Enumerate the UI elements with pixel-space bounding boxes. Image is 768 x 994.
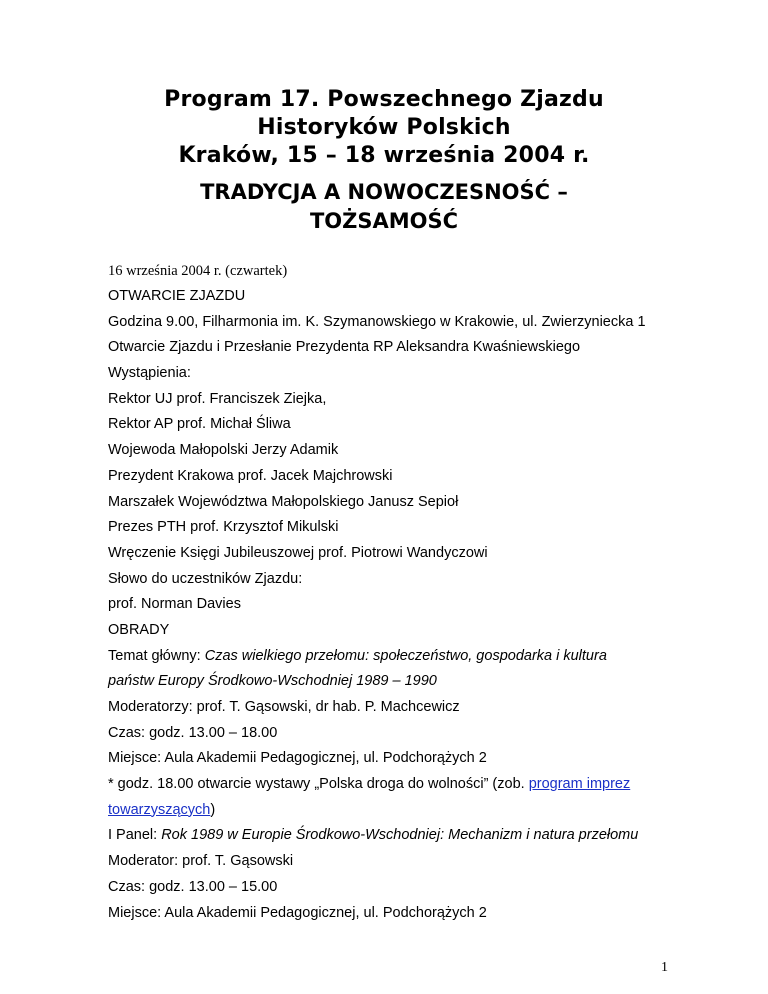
speaker-line: Słowo do uczestników Zjazdu:: [108, 570, 303, 587]
page-number: 1: [661, 960, 668, 975]
speaker-line: Rektor UJ prof. Franciszek Ziejka,: [108, 390, 327, 407]
exhibit-close: ): [210, 801, 216, 818]
place-line: Miejsce: Aula Akademii Pedagogicznej, ul. Podchorążych 2: [108, 904, 487, 921]
speaker-line: prof. Norman Davies: [108, 596, 241, 613]
session-date: 16 września 2004 r. (czwartek): [108, 263, 288, 279]
opening-hour-place: Godzina 9.00, Filharmonia im. K. Szymanowskiego w Krakowie, ul. Zwierzyniecka 1: [108, 313, 646, 330]
moderator-line: Moderator: prof. T. Gąsowski: [108, 853, 294, 870]
speaker-line: Wojewoda Małopolski Jerzy Adamik: [108, 442, 339, 459]
events-program-link[interactable]: program imprez: [528, 776, 631, 793]
panel-label: I Panel:: [108, 827, 162, 844]
exhibit-line-2: [108, 798, 668, 824]
section-heading-opening: OTWARCIE ZJAZDU: [108, 288, 246, 304]
subtitle-line-2: TOŻSAMOŚĆ: [309, 209, 459, 233]
main-theme-line-2: państw Europy Środkowo-Wschodniej 1989 – 1990: [108, 673, 437, 690]
speaker-line: Wręczenie Księgi Jubileuszowej prof. Piotrowi Wandyczowi: [108, 544, 488, 561]
section-heading-sessions: OBRADY: [108, 621, 170, 638]
opening-message: Otwarcie Zjazdu i Przesłanie Prezydenta RP Aleksandra Kwaśniewskiego: [108, 339, 581, 356]
speaker-line: Marszałek Województwa Małopolskiego Janusz Sepioł: [108, 493, 459, 510]
subtitle-line-1: TRADYCJA A NOWOCZESNOŚĆ –: [200, 180, 568, 204]
speaker-line: Prezydent Krakowa prof. Jacek Majchrowski: [108, 467, 393, 484]
moderators-line: Moderatorzy: prof. T. Gąsowski, dr hab. P. Machcewicz: [108, 699, 460, 715]
exhibit-text: * godz. 18.00 otwarcie wystawy „Polska droga do wolności” (zob.: [108, 776, 529, 793]
theme-title: Czas wielkiego przełomu: społeczeństwo, gospodarka i kultura: [204, 647, 607, 664]
speaker-line: Prezes PTH prof. Krzysztof Mikulski: [108, 519, 339, 536]
panel-title: Rok 1989 w Europie Środkowo-Wschodniej: Mechanizm i natura przełomu: [161, 827, 639, 844]
speaker-line: Rektor AP prof. Michał Śliwa: [108, 416, 291, 433]
events-program-link-cont[interactable]: towarzyszących: [108, 801, 211, 818]
place-line: Miejsce: Aula Akademii Pedagogicznej, ul. Podchorążych 2: [108, 750, 487, 767]
title-line-1: Program 17. Powszechnego Zjazdu: [164, 87, 604, 112]
time-line: Czas: godz. 13.00 – 15.00: [108, 878, 278, 895]
title-line-2: Historyków Polskich: [257, 115, 511, 140]
panel-heading: [108, 823, 668, 849]
theme-label: Temat główny:: [108, 647, 205, 664]
title-line-3: Kraków, 15 – 18 września 2004 r.: [178, 143, 590, 168]
exhibit-line-1: [108, 772, 668, 798]
main-theme-line-1: [108, 644, 668, 670]
program-body: [108, 284, 668, 926]
speeches-heading: Wystąpienia:: [108, 365, 191, 382]
time-line: Czas: godz. 13.00 – 18.00: [108, 724, 278, 741]
